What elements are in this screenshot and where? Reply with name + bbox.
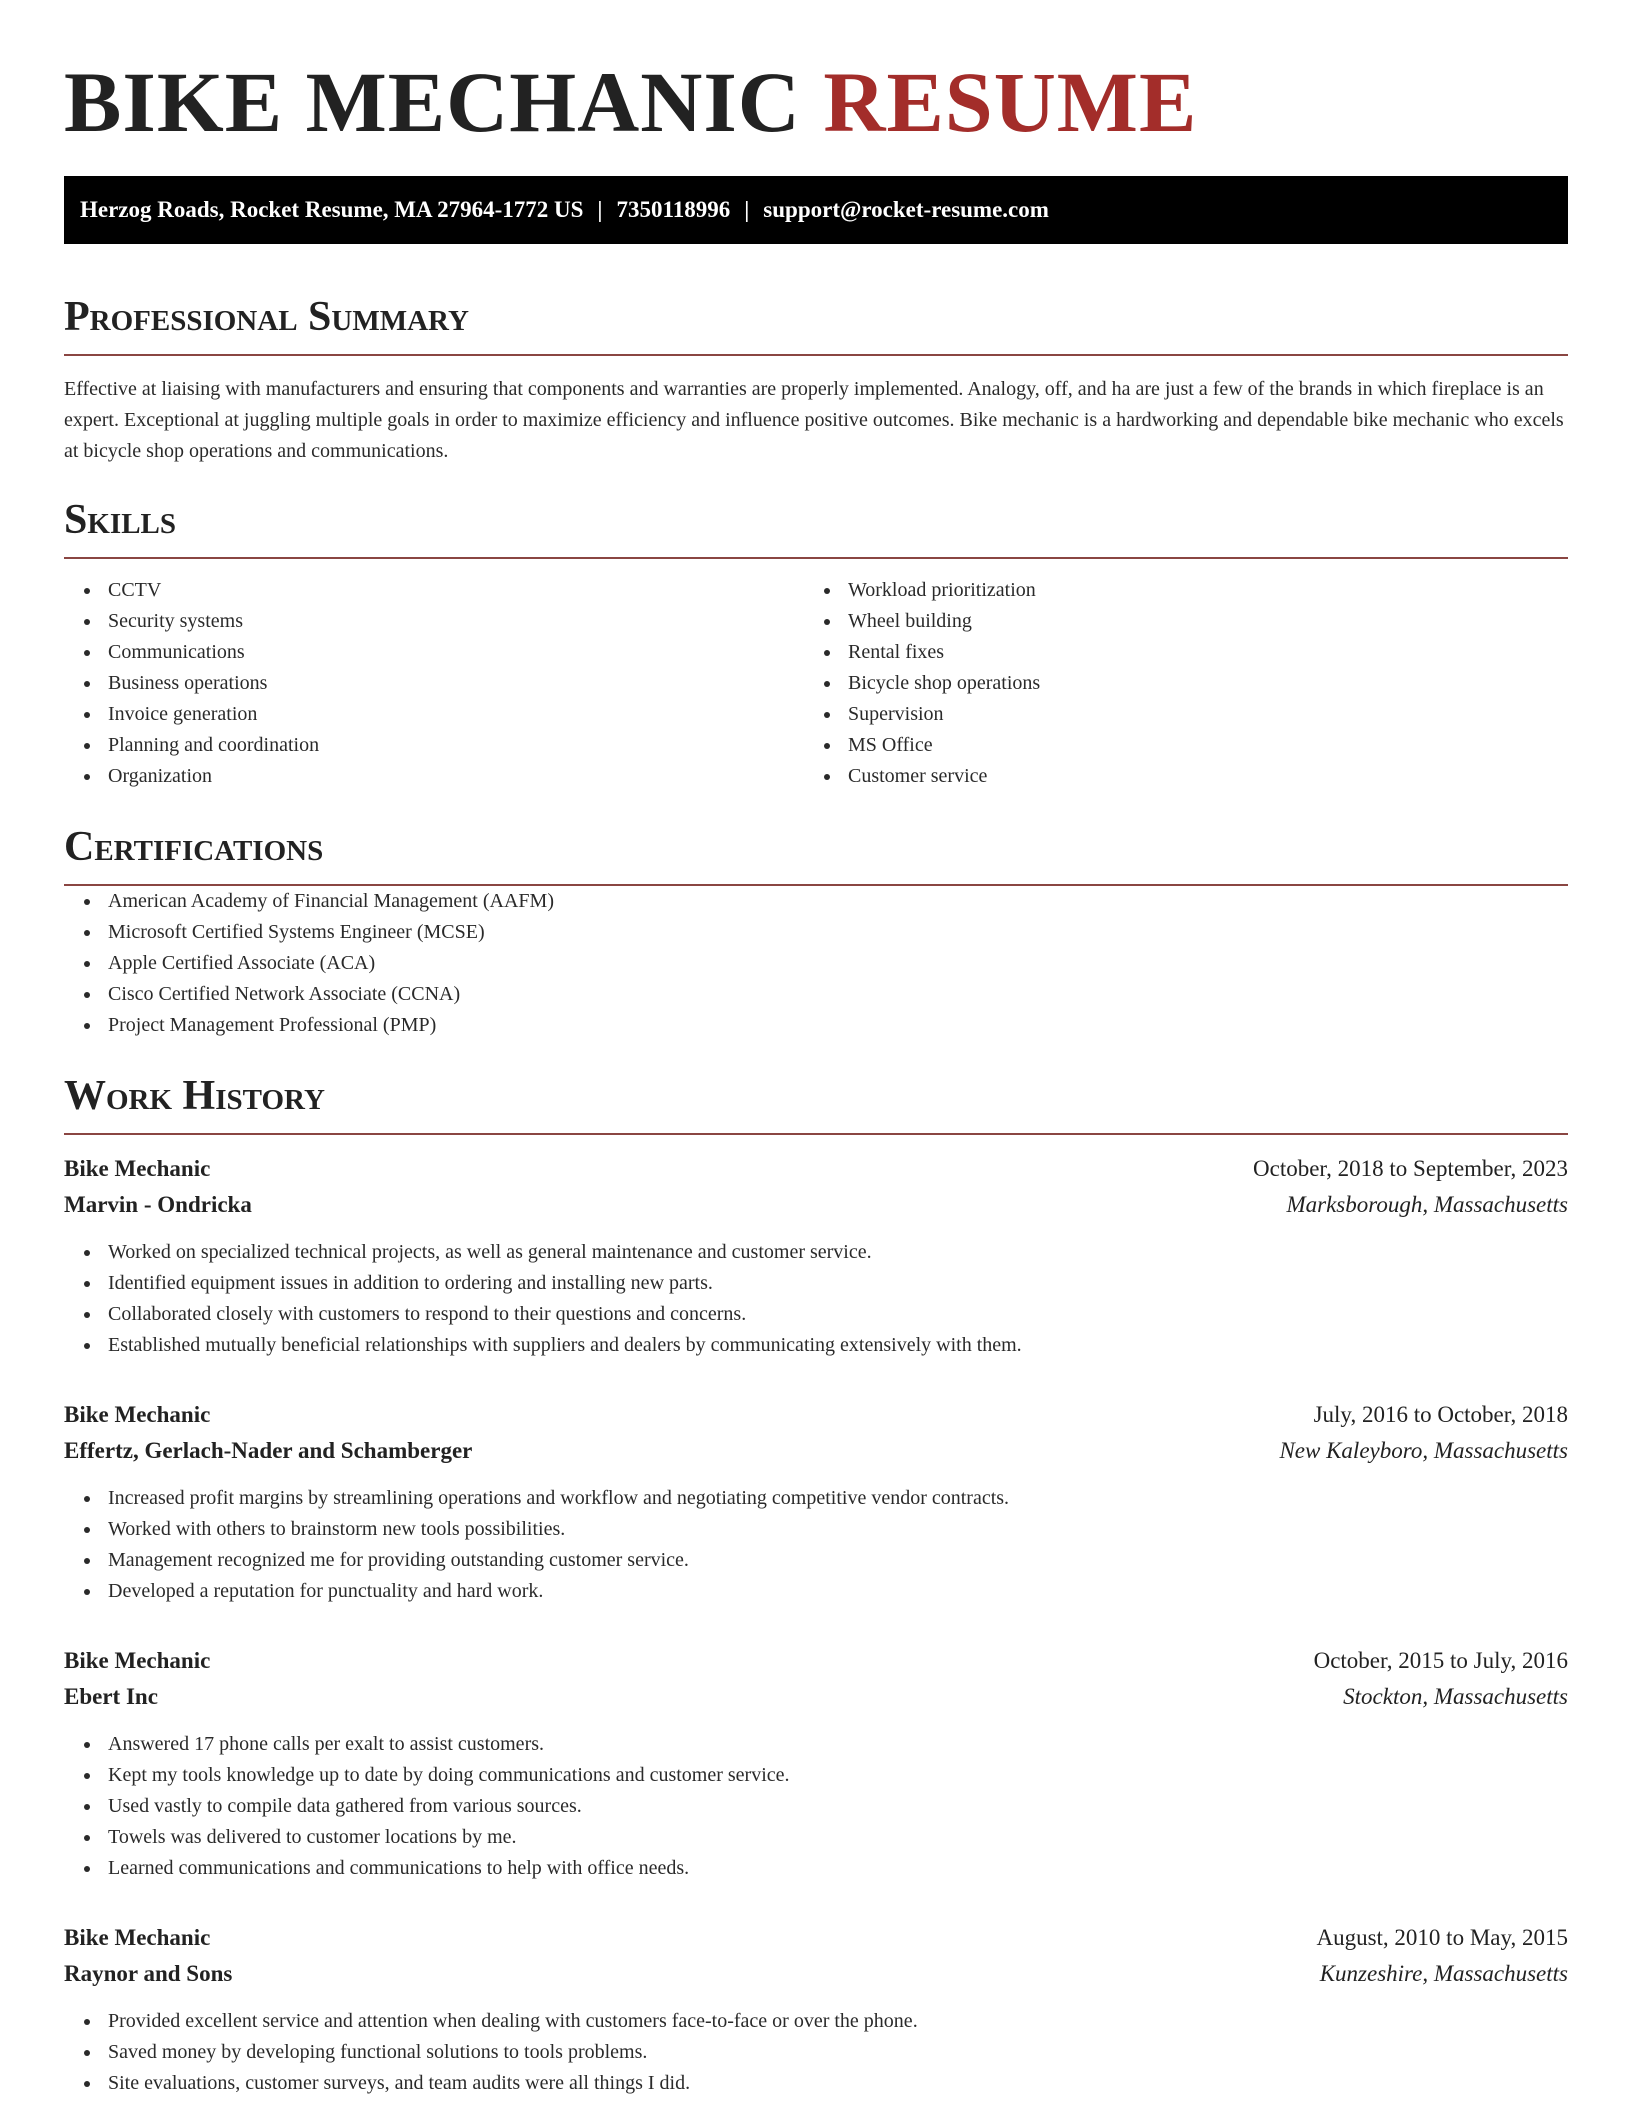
job-dates: October, 2015 to July, 2016 bbox=[1313, 1648, 1568, 1673]
skills-section bbox=[64, 495, 1568, 792]
contact-separator: | bbox=[597, 197, 603, 222]
job-company: Effertz, Gerlach-Nader and Schamberger bbox=[64, 1438, 473, 1463]
certification-item: Cisco Certified Network Associate (CCNA) bbox=[64, 979, 1568, 1010]
job-location: New Kaleyboro, Massachusetts bbox=[1279, 1438, 1568, 1463]
job-bullets bbox=[64, 1729, 1568, 1884]
job-dates: August, 2010 to May, 2015 bbox=[1316, 1925, 1568, 1950]
skill-item: Invoice generation bbox=[64, 699, 804, 730]
skill-item: Supervision bbox=[804, 699, 1544, 730]
job-bullet: Established mutually beneficial relationships with suppliers and dealers by communicating extensively with them. bbox=[64, 1330, 1568, 1361]
job-bullet: Saved money by developing functional solutions to tools problems. bbox=[64, 2037, 1568, 2068]
section-divider bbox=[64, 1133, 1568, 1135]
skill-item: Organization bbox=[64, 761, 804, 792]
skill-item: Workload prioritization bbox=[804, 575, 1544, 606]
section-divider bbox=[64, 557, 1568, 559]
job-bullet: Used vastly to compile data gathered from various sources. bbox=[64, 1791, 1568, 1822]
skill-item: Communications bbox=[64, 637, 804, 668]
skill-item: Customer service bbox=[804, 761, 1544, 792]
job-title: Bike Mechanic bbox=[64, 1925, 211, 1950]
title-main: BIKE MECHANIC bbox=[64, 54, 801, 150]
contact-address: Herzog Roads, Rocket Resume, MA 27964-1772 US bbox=[80, 197, 584, 222]
job-bullet: Site evaluations, customer surveys, and team audits were all things I did. bbox=[64, 2068, 1568, 2099]
job-bullet: Worked on specialized technical projects, as well as general maintenance and customer service. bbox=[64, 1237, 1568, 1268]
certifications-section bbox=[64, 822, 1568, 1041]
job-entry bbox=[64, 1920, 1568, 2099]
job-bullets bbox=[64, 1237, 1568, 1361]
skill-item: CCTV bbox=[64, 575, 804, 606]
certification-item: Apple Certified Associate (ACA) bbox=[64, 948, 1568, 979]
title-accent: RESUME bbox=[823, 54, 1198, 150]
skill-item: Wheel building bbox=[804, 606, 1544, 637]
job-company: Marvin - Ondricka bbox=[64, 1192, 252, 1217]
job-bullet: Provided excellent service and attention when dealing with customers face-to-face or over the phone. bbox=[64, 2006, 1568, 2037]
job-location: Kunzeshire, Massachusetts bbox=[1319, 1961, 1568, 1986]
job-title: Bike Mechanic bbox=[64, 1648, 211, 1673]
job-entry bbox=[64, 1643, 1568, 1884]
certifications-heading: Certifications bbox=[64, 824, 324, 870]
skill-item: Planning and coordination bbox=[64, 730, 804, 761]
job-title: Bike Mechanic bbox=[64, 1156, 211, 1181]
contact-email: support@rocket-resume.com bbox=[763, 197, 1049, 222]
contact-separator: | bbox=[744, 197, 750, 222]
skill-item: Rental fixes bbox=[804, 637, 1544, 668]
skills-grid bbox=[64, 575, 1568, 792]
summary-heading: Professional Summary bbox=[64, 294, 469, 340]
job-title: Bike Mechanic bbox=[64, 1402, 211, 1427]
summary-text: Effective at liaising with manufacturers and ensuring that components and warranties are properly implemented. Analogy, off, and ha are just a few of the brands in which fireplace is an expert. Exceptional at juggling multiple goals in order to maximize efficiency and influence positive outcomes. Bike mechanic is a hardworking and dependable bike mechanic who excels at bicycle shop operations and communications. bbox=[64, 378, 1564, 462]
job-bullet: Developed a reputation for punctuality and hard work. bbox=[64, 1576, 1568, 1607]
job-bullet: Learned communications and communications to help with office needs. bbox=[64, 1853, 1568, 1884]
job-company: Raynor and Sons bbox=[64, 1961, 233, 1986]
resume-title bbox=[64, 0, 1568, 152]
summary-section bbox=[64, 292, 1568, 467]
section-divider bbox=[64, 354, 1568, 356]
job-dates: October, 2018 to September, 2023 bbox=[1253, 1156, 1568, 1181]
skills-list-right bbox=[804, 575, 1544, 792]
job-entry bbox=[64, 1397, 1568, 1607]
job-location: Stockton, Massachusetts bbox=[1343, 1684, 1568, 1709]
job-entry bbox=[64, 1151, 1568, 1361]
job-company: Ebert Inc bbox=[64, 1684, 158, 1709]
certification-item: American Academy of Financial Management (AAFM) bbox=[64, 886, 1568, 917]
resume-page bbox=[64, 0, 1568, 2099]
skill-item: MS Office bbox=[804, 730, 1544, 761]
job-bullet: Worked with others to brainstorm new tools possibilities. bbox=[64, 1514, 1568, 1545]
job-bullet: Increased profit margins by streamlining operations and workflow and negotiating competitive vendor contracts. bbox=[64, 1483, 1568, 1514]
skills-list-left bbox=[64, 575, 804, 792]
skill-item: Bicycle shop operations bbox=[804, 668, 1544, 699]
work-history-section bbox=[64, 1071, 1568, 2099]
skill-item: Security systems bbox=[64, 606, 804, 637]
skill-item: Business operations bbox=[64, 668, 804, 699]
contact-bar bbox=[64, 176, 1568, 244]
job-bullet: Towels was delivered to customer locations by me. bbox=[64, 1822, 1568, 1853]
job-bullet: Management recognized me for providing outstanding customer service. bbox=[64, 1545, 1568, 1576]
job-bullet: Kept my tools knowledge up to date by doing communications and customer service. bbox=[64, 1760, 1568, 1791]
job-dates: July, 2016 to October, 2018 bbox=[1313, 1402, 1568, 1427]
job-bullet: Identified equipment issues in addition to ordering and installing new parts. bbox=[64, 1268, 1568, 1299]
job-location: Marksborough, Massachusetts bbox=[1286, 1192, 1568, 1217]
job-bullet: Collaborated closely with customers to respond to their questions and concerns. bbox=[64, 1299, 1568, 1330]
job-bullet: Answered 17 phone calls per exalt to assist customers. bbox=[64, 1729, 1568, 1760]
contact-phone: 7350118996 bbox=[616, 197, 731, 222]
skills-heading: Skills bbox=[64, 497, 177, 543]
certifications-list bbox=[64, 886, 1568, 1041]
certification-item: Project Management Professional (PMP) bbox=[64, 1010, 1568, 1041]
job-bullets bbox=[64, 2006, 1568, 2099]
certification-item: Microsoft Certified Systems Engineer (MCSE) bbox=[64, 917, 1568, 948]
job-bullets bbox=[64, 1483, 1568, 1607]
work-history-heading: Work History bbox=[64, 1073, 325, 1119]
